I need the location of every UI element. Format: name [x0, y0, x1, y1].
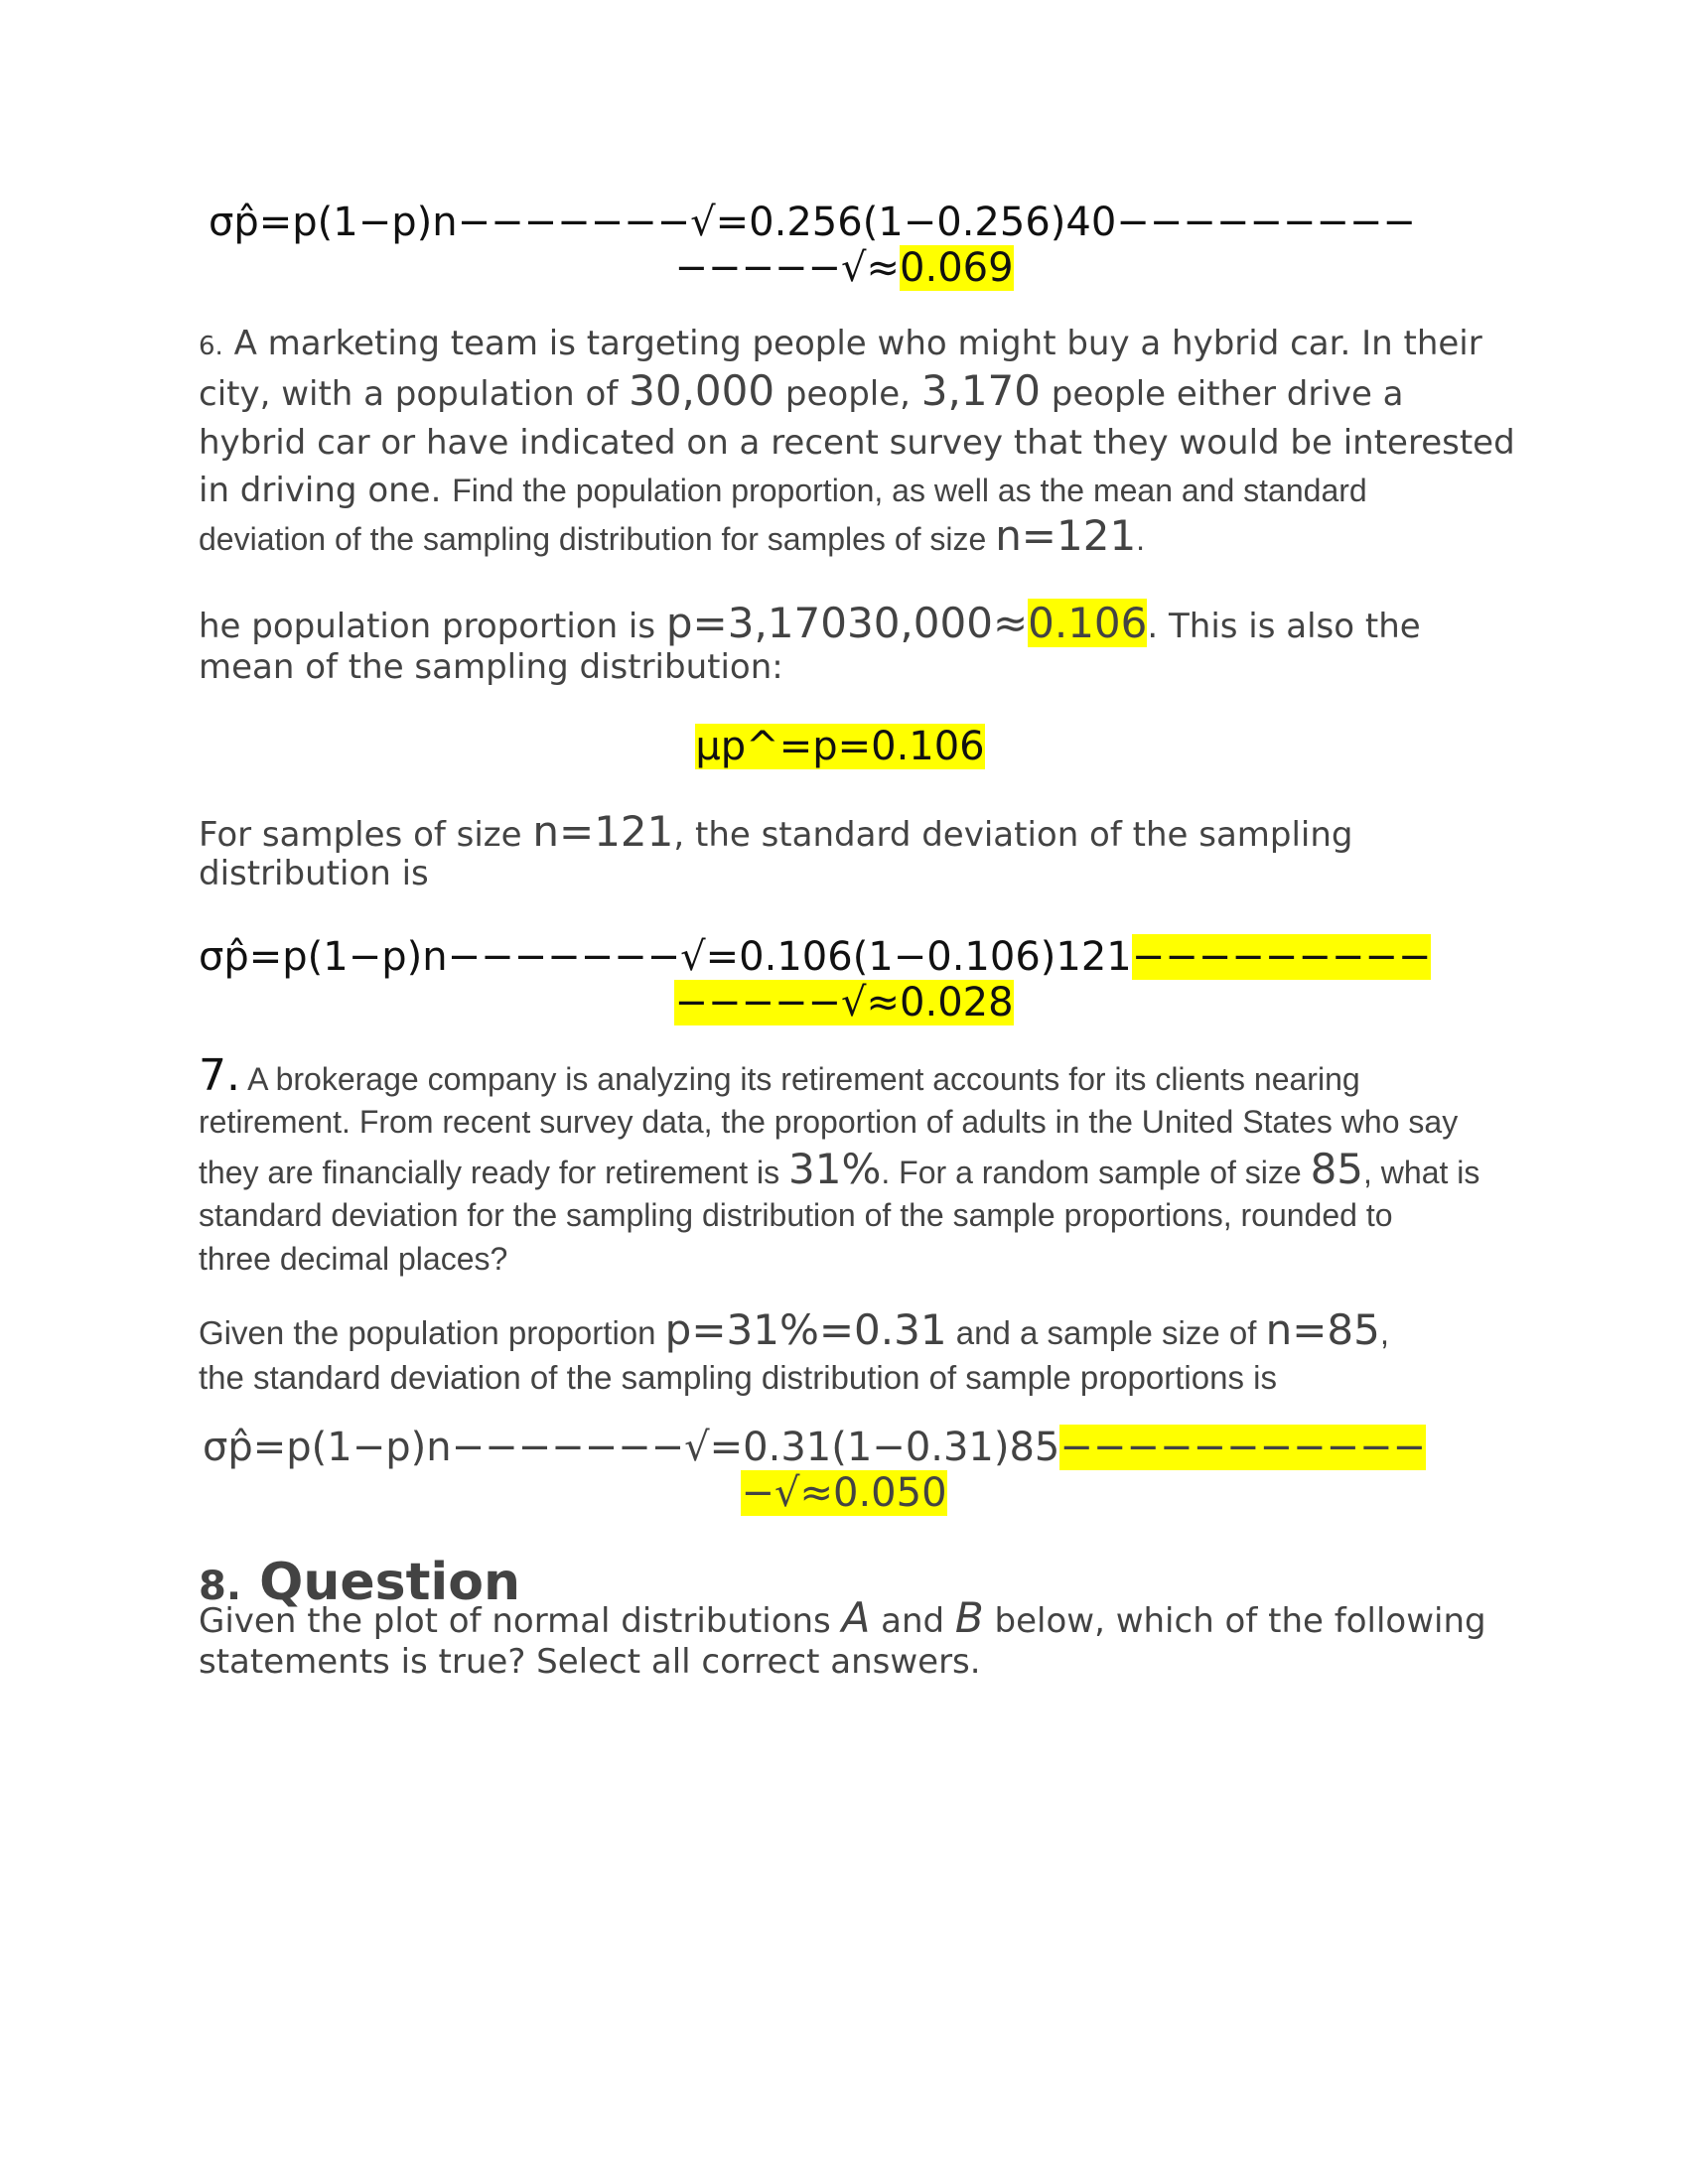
q5-eq-text: σp̂=p(1−p)n−−−−−−−√=0.256(1−0.256)40−−−−−−−−−	[209, 200, 1416, 245]
a6-eq-highlight1: −−−−−−−−−	[1131, 934, 1432, 980]
q6-text-b2: people,	[774, 374, 921, 414]
q6-line4	[199, 469, 1367, 512]
q6-text-e2: .	[1136, 521, 1146, 557]
q7-text-c2: . For a random sample of size	[881, 1155, 1311, 1190]
q6-line2	[199, 366, 1404, 416]
a7-text1: Given the population proportion	[199, 1314, 665, 1351]
q8-text-a2: and	[870, 1601, 955, 1641]
a6-sd-equation-line2	[0, 979, 1688, 1026]
q6-text-e1: deviation of the sampling distribution for samples of size	[199, 521, 996, 557]
q5-answer-highlight: 0.069	[900, 245, 1014, 291]
a6-line3	[199, 807, 1353, 857]
a6-sd-text1: For samples of size	[199, 815, 533, 855]
q6-text-c: hybrid car or have indicated on a recent survey that they would be interested	[199, 423, 1515, 463]
q5-equation-line2	[0, 244, 1688, 292]
a7-eq-highlight1: −−−−−−−−−−−	[1059, 1425, 1427, 1470]
a6-sd-text3: distribution is	[199, 854, 429, 893]
q8-dist-a: A	[841, 1593, 871, 1642]
q8-number: 8.	[199, 1564, 242, 1609]
q7-line1	[199, 1050, 1360, 1101]
q7-percent: 31%	[788, 1145, 882, 1193]
a6-mu-equation	[0, 723, 1684, 770]
q6-text-a: A marketing team is targeting people who might buy a hybrid car. In their	[222, 324, 1482, 363]
a7-n-expr: n=85	[1265, 1305, 1380, 1354]
q6-number: 6.	[199, 332, 223, 361]
q7-text-e: three decimal places?	[199, 1241, 508, 1277]
q7-text-c1: they are financially ready for retirement is	[199, 1155, 789, 1190]
a6-text3: mean of the sampling distribution:	[199, 647, 783, 687]
q6-count: 3,170	[920, 366, 1041, 415]
q7-size: 85	[1310, 1145, 1364, 1193]
a6-answer-highlight: −−−−−√≈0.028	[674, 980, 1014, 1025]
a6-sd-text2: , the standard deviation of the sampling	[673, 815, 1353, 855]
q7-text-c3: , what is	[1363, 1155, 1480, 1190]
a6-text2: . This is also the	[1147, 607, 1421, 646]
a7-text4: the standard deviation of the sampling distribution of sample proportions is	[199, 1359, 1277, 1396]
q8-text-a3: below, which of the following	[983, 1601, 1486, 1641]
a6-sd-n: n=121	[532, 807, 674, 856]
a6-mu-highlight: μp^=p=0.106	[695, 724, 985, 769]
q7-number: 7.	[199, 1050, 240, 1101]
a6-text1: he population proportion is	[199, 607, 666, 646]
q6-line1	[199, 322, 1482, 368]
a7-line2	[199, 1356, 1277, 1400]
q7-line4	[199, 1193, 1393, 1237]
q5-equation-line1	[209, 199, 1416, 246]
a6-line2	[199, 645, 783, 689]
q6-n-expr: n=121	[995, 511, 1137, 560]
a7-line1	[199, 1305, 1390, 1355]
a7-text3: ,	[1379, 1314, 1390, 1351]
a7-p-expr: p=31%=0.31	[664, 1305, 947, 1354]
q6-line5	[199, 511, 1146, 561]
q6-population: 30,000	[629, 366, 775, 415]
q8-title: Question	[241, 1553, 521, 1612]
q6-text-d1: in driving one.	[199, 471, 453, 510]
q7-line2	[199, 1100, 1458, 1144]
q6-line3	[199, 421, 1515, 465]
a7-sd-equation-line1	[203, 1424, 1426, 1471]
a7-eq-text: σp̂=p(1−p)n−−−−−−−√=0.31(1−0.31)85	[203, 1425, 1060, 1470]
a7-answer-highlight: −√≈0.050	[741, 1470, 947, 1516]
q6-text-b3: people either drive a	[1041, 374, 1404, 414]
q7-line3	[199, 1145, 1480, 1194]
q5-eq-line2-text: −−−−−√≈	[674, 245, 901, 291]
q7-text-a: A brokerage company is analyzing its retirement accounts for its clients nearing	[239, 1061, 1360, 1097]
q8-dist-b: B	[954, 1593, 984, 1642]
q7-text-b: retirement. From recent survey data, the proportion of adults in the United States who say	[199, 1104, 1459, 1140]
q7-line5	[199, 1237, 507, 1281]
a7-sd-equation-line2	[0, 1469, 1688, 1517]
q6-text-b1: city, with a population of	[199, 374, 630, 414]
a6-eq-text: σp̂=p(1−p)n−−−−−−−√=0.106(1−0.106)121	[199, 934, 1132, 980]
a6-line1	[199, 599, 1421, 648]
q8-line2	[199, 1640, 981, 1684]
a6-p-highlight: 0.106	[1028, 599, 1148, 647]
a6-line4	[199, 852, 429, 895]
a7-text2: and a sample size of	[946, 1314, 1266, 1351]
q6-text-d2: Find the population proportion, as well as the mean and standard	[452, 473, 1367, 508]
q8-text-b: statements is true? Select all correct answers.	[199, 1642, 981, 1682]
a6-sd-equation-line1	[199, 933, 1431, 981]
q8-line1	[199, 1593, 1486, 1643]
q8-text-a1: Given the plot of normal distributions	[199, 1601, 842, 1641]
a6-p-expr: p=3,17030,000≈	[665, 599, 1029, 647]
q7-text-d: standard deviation for the sampling distribution of the sample proportions, rounded to	[199, 1197, 1393, 1233]
